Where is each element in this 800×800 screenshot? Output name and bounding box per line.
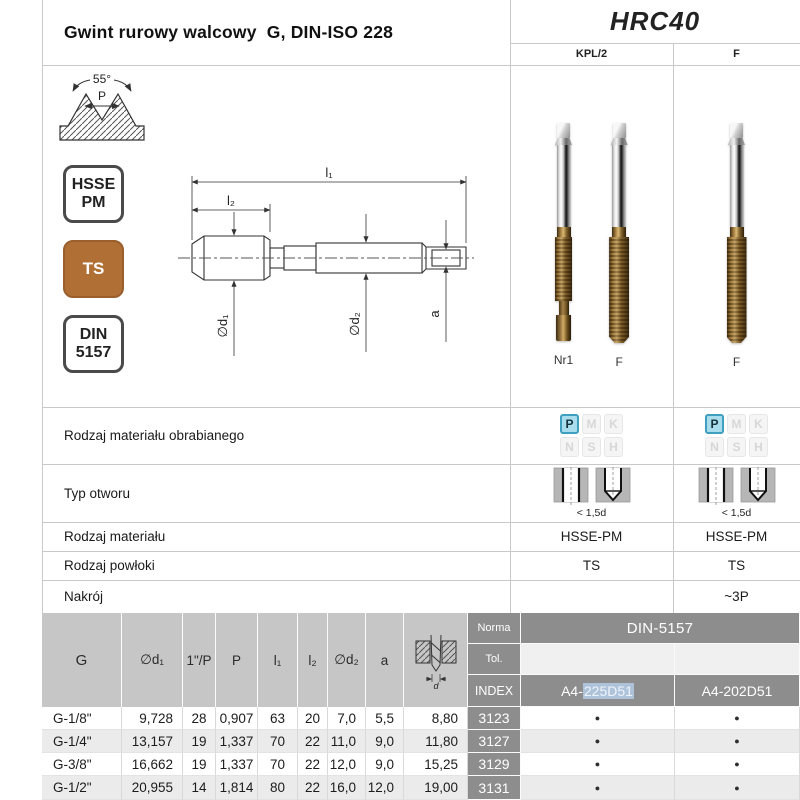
tap-chamfer — [555, 138, 572, 145]
iso-material-grid — [560, 414, 623, 457]
row-coating — [42, 551, 800, 580]
tap-collar — [612, 227, 626, 237]
table-cell-d2: 12,0 — [328, 753, 366, 776]
tap-tip — [556, 315, 571, 341]
drill-dim-label: d — [432, 681, 439, 691]
spec-table — [42, 613, 800, 800]
tap-chamfer — [728, 138, 745, 145]
hole-pair — [698, 467, 776, 505]
material-s: S — [582, 437, 601, 457]
row-label: Rodzaj powłoki — [64, 558, 155, 573]
table-cell-d1: 9,728 — [122, 707, 183, 730]
material-s: S — [727, 437, 746, 457]
table-cell-dot: ● — [675, 707, 800, 730]
col-header-d2: ∅d₂ — [328, 613, 366, 707]
material-grid-kpl — [510, 407, 673, 464]
table-cell-dot: ● — [521, 707, 675, 730]
table-cell-d1: 13,157 — [122, 730, 183, 753]
material-n: N — [560, 437, 579, 457]
table-cell-tpi: 14 — [183, 776, 216, 800]
table-cell-g: G-1/2" — [42, 776, 122, 800]
table-cell-d1: 20,955 — [122, 776, 183, 800]
index-label: INDEX — [468, 675, 521, 707]
table-cell-l1: 80 — [258, 776, 298, 800]
row-label: Nakrój — [64, 589, 104, 604]
badge-hsse-pm — [63, 165, 124, 223]
tap-neck — [559, 301, 569, 315]
tap-collar — [730, 227, 744, 237]
col-header-a: a — [366, 613, 404, 707]
blind-hole-icon — [595, 467, 631, 505]
hole-set — [553, 467, 631, 519]
tap-technical-drawing — [170, 156, 482, 371]
table-cell-drill: 15,25 — [404, 753, 468, 776]
row-material-workpiece — [42, 407, 800, 464]
badge-line: 5157 — [75, 344, 112, 361]
col-header-p: P — [216, 613, 258, 707]
col-header-tpi: 1"/P — [183, 613, 216, 707]
tap-label: Nr1 — [553, 353, 574, 367]
row-label: Rodzaj materiału — [64, 529, 166, 544]
material-m: M — [582, 414, 601, 434]
material-grid-f — [673, 407, 800, 464]
table-cell-drill: 11,80 — [404, 730, 468, 753]
column-header-kpl2: KPL/2 — [575, 48, 608, 60]
index-highlight: 225D51 — [583, 682, 633, 699]
table-cell-a: 9,0 — [366, 753, 404, 776]
badge-line: HSSE — [71, 176, 116, 194]
material-value-kpl: HSSE-PM — [560, 529, 623, 544]
tap-image — [727, 123, 747, 343]
tap-image — [609, 123, 629, 343]
dim-l2-label: l₂ — [227, 193, 235, 208]
table-cell-dot: ● — [675, 776, 800, 800]
table-cell-drill: 8,80 — [404, 707, 468, 730]
table-cell-index: 3131 — [468, 776, 521, 800]
tap-thread — [609, 237, 629, 343]
table-cell-d2: 7,0 — [328, 707, 366, 730]
table-cell-dot: ● — [521, 753, 675, 776]
table-cell-d2: 16,0 — [328, 776, 366, 800]
iso-material-grid — [705, 414, 768, 457]
material-n: N — [705, 437, 724, 457]
table-cell-drill: 19,00 — [404, 776, 468, 800]
table-cell-a: 9,0 — [366, 730, 404, 753]
hole-pair — [553, 467, 631, 505]
chamfer-value-f: ~3P — [724, 589, 749, 604]
table-cell-dot: ● — [521, 776, 675, 800]
table-cell-d1: 16,662 — [122, 753, 183, 776]
row-label: Rodzaj materiału obrabianego — [64, 428, 245, 443]
tap-square-drive — [613, 123, 626, 138]
table-cell-tpi: 19 — [183, 753, 216, 776]
hole-set — [698, 467, 776, 519]
coating-value-f: TS — [727, 558, 746, 573]
material-m: M — [727, 414, 746, 434]
material-p: P — [705, 414, 724, 434]
norma-value: DIN-5157 — [521, 613, 800, 644]
table-cell-l2: 20 — [298, 707, 328, 730]
table-cell-dot: ● — [521, 730, 675, 753]
badge-ts — [63, 240, 124, 298]
table-cell-a: 12,0 — [366, 776, 404, 800]
column-header-f: F — [733, 48, 740, 60]
material-value-f: HSSE-PM — [705, 529, 768, 544]
table-cell-tpi: 28 — [183, 707, 216, 730]
table-cell-index: 3123 — [468, 707, 521, 730]
col-header-l2: l₂ — [298, 613, 328, 707]
badge-line: DIN — [79, 326, 108, 344]
tap-label: F — [615, 355, 623, 369]
brand-block — [510, 0, 800, 43]
table-cell-tpi: 19 — [183, 730, 216, 753]
material-h: H — [749, 437, 768, 457]
tap-shank — [612, 145, 626, 227]
tol-value-f — [675, 644, 800, 675]
tol-value-kpl — [521, 644, 675, 675]
table-cell-l1: 70 — [258, 730, 298, 753]
dim-l1-label: l₁ — [325, 165, 333, 180]
tap-label: F — [732, 355, 741, 369]
through-hole-icon — [698, 467, 734, 505]
title-block — [42, 0, 510, 65]
table-cell-index: 3129 — [468, 753, 521, 776]
product-photos-kpl2 — [510, 65, 673, 405]
tap-photo-f — [609, 123, 629, 405]
badge-line: TS — [82, 259, 105, 279]
hole-depth-note: < 1,5d — [721, 507, 752, 519]
col-header-g: G — [42, 613, 122, 707]
norma-label: Norma — [468, 613, 521, 644]
index-prefix: A4- — [561, 682, 583, 699]
hole-depth-note: < 1,5d — [576, 507, 607, 519]
brand-logo: HRC40 — [609, 6, 701, 36]
profile-angle-label: 55° — [92, 72, 112, 86]
row-label: Typ otworu — [64, 485, 131, 501]
table-cell-p: 1,814 — [216, 776, 258, 800]
table-cell-g: G-1/8" — [42, 707, 122, 730]
dim-a-label: a — [427, 310, 442, 318]
col-header-l1: l₁ — [258, 613, 298, 707]
tap-shank — [557, 145, 571, 227]
tap-thread — [555, 237, 572, 301]
tap-square-drive — [730, 123, 743, 138]
tap-photo-nr1 — [554, 123, 573, 405]
tap-photo-f — [727, 123, 747, 405]
col-header-d1: ∅d₁ — [122, 613, 183, 707]
material-h: H — [604, 437, 623, 457]
drill-hole-icon — [413, 629, 459, 691]
tap-shank — [730, 145, 744, 227]
dim-d2-label: ∅d₂ — [347, 312, 362, 336]
table-cell-l1: 70 — [258, 753, 298, 776]
tap-collar — [557, 227, 571, 237]
table-cell-g: G-1/4" — [42, 730, 122, 753]
index-value-kpl — [521, 675, 675, 707]
table-cell-p: 0,907 — [216, 707, 258, 730]
table-cell-d2: 11,0 — [328, 730, 366, 753]
tol-label: Tol. — [468, 644, 521, 675]
through-hole-icon — [553, 467, 589, 505]
row-chamfer — [42, 580, 800, 613]
page-title: Gwint rurowy walcowy G, DIN-ISO 228 — [64, 22, 394, 42]
table-cell-dot: ● — [675, 730, 800, 753]
table-cell-p: 1,337 — [216, 730, 258, 753]
index-value-f: A4-202D51 — [675, 675, 800, 707]
coating-value-kpl: TS — [582, 558, 601, 573]
table-cell-a: 5,5 — [366, 707, 404, 730]
material-p: P — [560, 414, 579, 434]
table-cell-l1: 63 — [258, 707, 298, 730]
dim-d1-label: ∅d₁ — [215, 314, 230, 338]
material-k: K — [749, 414, 768, 434]
hole-icons-f — [673, 464, 800, 522]
col-header-drill — [404, 613, 468, 707]
row-material — [42, 522, 800, 551]
tap-chamfer — [611, 138, 628, 145]
table-cell-dot: ● — [675, 753, 800, 776]
table-cell-l2: 22 — [298, 753, 328, 776]
tap-thread — [727, 237, 747, 343]
chamfer-value-kpl — [510, 580, 673, 613]
product-photos-f — [673, 65, 800, 405]
table-cell-l2: 22 — [298, 776, 328, 800]
table-cell-l2: 22 — [298, 730, 328, 753]
hole-icons-kpl — [510, 464, 673, 522]
tap-image — [555, 123, 572, 341]
profile-pitch-label: P — [97, 89, 107, 103]
row-hole-type — [42, 464, 800, 522]
badge-din-5157 — [63, 315, 124, 373]
thread-profile-icon — [52, 70, 152, 146]
badge-line: PM — [81, 194, 106, 211]
table-cell-index: 3127 — [468, 730, 521, 753]
material-k: K — [604, 414, 623, 434]
table-cell-p: 1,337 — [216, 753, 258, 776]
table-cell-g: G-3/8" — [42, 753, 122, 776]
blind-hole-icon — [740, 467, 776, 505]
tap-square-drive — [557, 123, 570, 138]
